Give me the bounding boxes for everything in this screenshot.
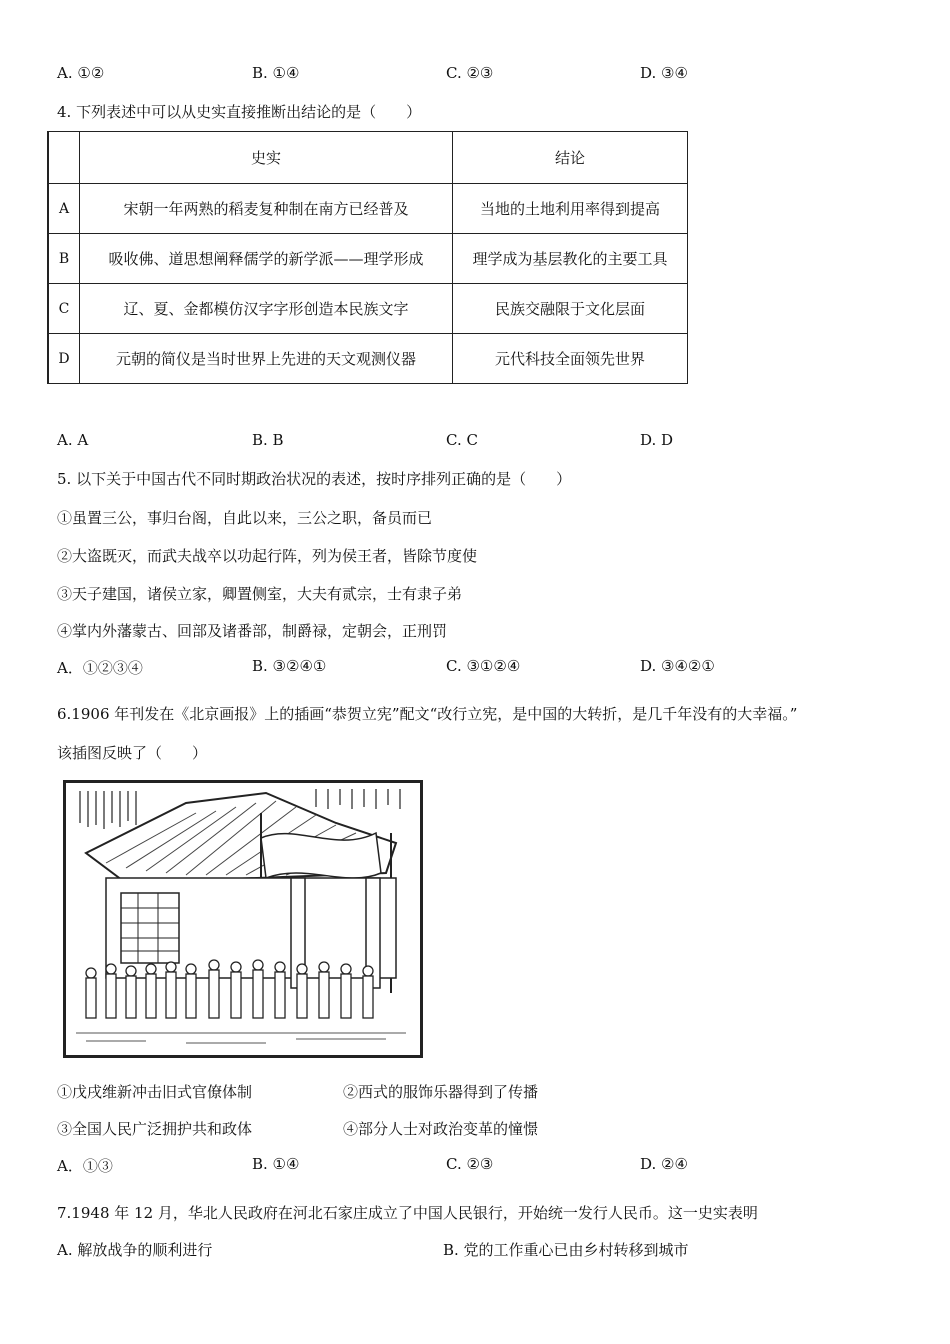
- q4-row-conclusion: 元代科技全面领先世界: [453, 334, 688, 384]
- q4-row-letter: B: [48, 234, 80, 284]
- table-row: [48, 284, 688, 334]
- q3-option-b: B. ①④: [252, 64, 300, 82]
- q6-statement-3: ③全国人民广泛拥护共和政体: [57, 1120, 253, 1138]
- q4-table-header: [48, 132, 688, 184]
- q6-statement-4: ④部分人士对政治变革的憧憬: [343, 1120, 539, 1138]
- table-row: [48, 184, 688, 234]
- q4-table: [47, 131, 688, 384]
- q6-stem-line2: 该插图反映了（ ）: [57, 744, 208, 762]
- q4-header-letter: [48, 132, 80, 184]
- q6-statement-2: ②西式的服饰乐器得到了传播: [343, 1083, 539, 1101]
- q4-row-conclusion: 当地的土地利用率得到提高: [453, 184, 688, 234]
- q5-option-a: A．①②③④: [57, 659, 143, 677]
- q7-stem: 7.1948 年 12 月，华北人民政府在河北石家庄成立了中国人民银行，开始统一发行人民币。这一史实表明: [57, 1204, 758, 1222]
- table-row: [48, 334, 688, 384]
- q6-option-a: A．①③: [57, 1157, 113, 1175]
- constitution-illustration: [63, 780, 423, 1058]
- q3-option-c: C. ②③: [446, 64, 494, 82]
- q4-row-conclusion: 理学成为基层教化的主要工具: [453, 234, 688, 284]
- q5-statement-4: ④掌内外藩蒙古、回部及诸番部，制爵禄，定朝会，正刑罚: [57, 622, 448, 640]
- q4-row-letter: C: [48, 284, 80, 334]
- q6-option-c: C. ②③: [446, 1155, 494, 1173]
- q4-stem: 4. 下列表述中可以从史实直接推断出结论的是（ ）: [57, 103, 422, 121]
- q3-option-d: D. ③④: [640, 64, 688, 82]
- q6-stem-line1: 6.1906 年刊发在《北京画报》上的插画“恭贺立宪”配文“改行立宪，是中国的大转折，是几千年没有的大幸福。”: [57, 705, 798, 723]
- q5-option-b: B. ③②④①: [252, 657, 327, 675]
- q4-row-letter: A: [48, 184, 80, 234]
- q6-option-b: B. ①④: [252, 1155, 300, 1173]
- q5-statement-1: ①虽置三公，事归台阁，自此以来，三公之职，备员而已: [57, 509, 433, 527]
- q4-option-d: D. D: [640, 431, 674, 449]
- table-row: [48, 234, 688, 284]
- q4-row-conclusion: 民族交融限于文化层面: [453, 284, 688, 334]
- q3-option-a: A. ①②: [57, 64, 105, 82]
- q4-option-a: A. A: [57, 431, 89, 449]
- q4-row-fact: 宋朝一年两熟的稻麦复种制在南方已经普及: [80, 184, 453, 234]
- q4-row-letter: D: [48, 334, 80, 384]
- q6-option-d: D. ②④: [640, 1155, 688, 1173]
- q4-option-c: C. C: [446, 431, 478, 449]
- q4-option-b: B. B: [252, 431, 284, 449]
- q7-option-b: B. 党的工作重心已由乡村转移到城市: [443, 1241, 689, 1259]
- q4-header-fact: 史实: [80, 132, 453, 184]
- q4-row-fact: 辽、夏、金都模仿汉字字形创造本民族文字: [80, 284, 453, 334]
- q4-row-fact: 吸收佛、道思想阐释儒学的新学派——理学形成: [80, 234, 453, 284]
- q5-option-d: D. ③④②①: [640, 657, 715, 675]
- q6-statement-1: ①戊戌维新冲击旧式官僚体制: [57, 1083, 253, 1101]
- q7-option-a: A. 解放战争的顺利进行: [57, 1241, 213, 1259]
- q4-header-conclusion: 结论: [453, 132, 688, 184]
- q5-stem: 5. 以下关于中国古代不同时期政治状况的表述，按时序排列正确的是（ ）: [57, 470, 572, 488]
- q5-statement-3: ③天子建国，诸侯立家，卿置侧室，大夫有贰宗，士有隶子弟: [57, 585, 463, 603]
- q5-option-c: C. ③①②④: [446, 657, 521, 675]
- q4-row-fact: 元朝的简仪是当时世界上先进的天文观测仪器: [80, 334, 453, 384]
- q5-statement-2: ②大盗既灭，而武夫战卒以功起行阵，列为侯王者，皆除节度使: [57, 547, 478, 565]
